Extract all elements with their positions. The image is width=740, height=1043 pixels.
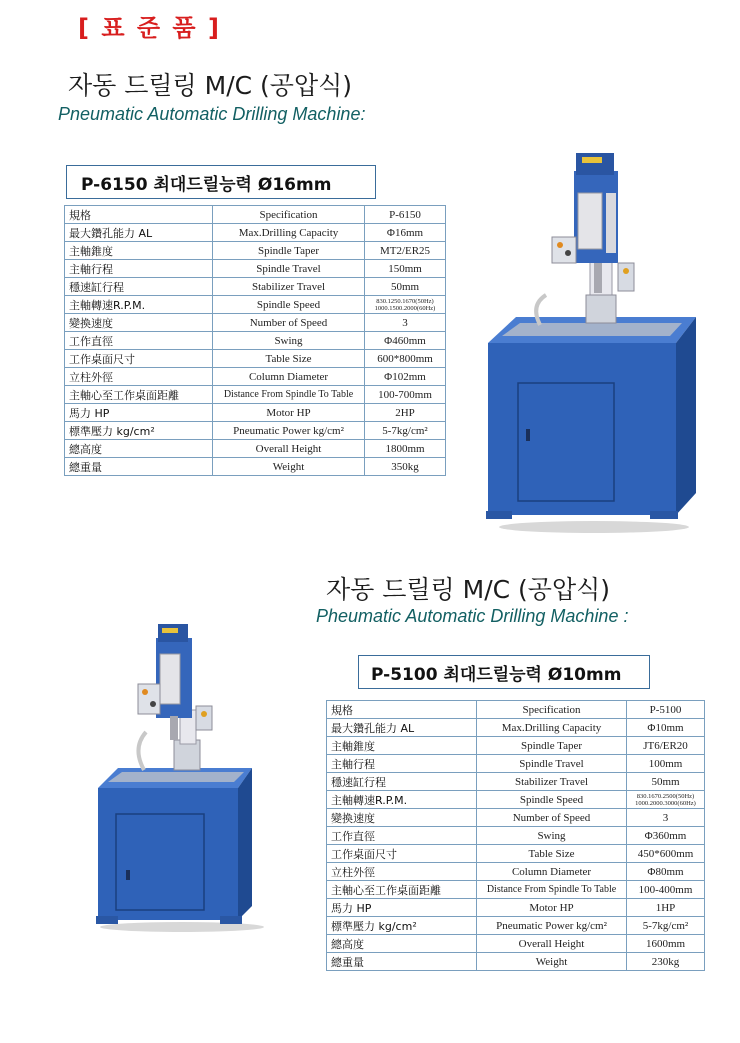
section-1-title-english: Pneumatic Automatic Drilling Machine: (58, 104, 366, 124)
spec-value: 230kg (627, 953, 705, 971)
spec-row (65, 314, 446, 332)
spec-row (327, 737, 705, 755)
spec-row (327, 881, 705, 899)
spec-label-chinese: 主軸轉速R.P.M. (65, 296, 213, 314)
spec-row (65, 422, 446, 440)
spec-label-chinese: 立柱外徑 (65, 368, 213, 386)
spec-label-chinese: 工作桌面尺寸 (327, 845, 477, 863)
spec-label-english: Stabilizer Travel (477, 773, 627, 791)
spec-row (65, 350, 446, 368)
section-1-title-korean: 자동 드릴링 M/C (공압식) (68, 71, 352, 100)
spec-value: 350kg (365, 458, 446, 476)
spec-row (327, 953, 705, 971)
spec-value: 100mm (627, 755, 705, 773)
spec-row (65, 332, 446, 350)
spec-row (327, 791, 705, 809)
spec-label-chinese: 主軸轉速R.P.M. (327, 791, 477, 809)
spec-label-chinese: 主軸心至工作桌面距離 (327, 881, 477, 899)
spec-label-chinese: 穩速缸行程 (65, 278, 213, 296)
spec-label-english: Table Size (477, 845, 627, 863)
spec-row (65, 242, 446, 260)
spec-value: Φ10mm (627, 719, 705, 737)
spec-label-chinese: 變換速度 (65, 314, 213, 332)
spec-value: 1HP (627, 899, 705, 917)
spec-label-chinese: 標準壓力 kg/cm² (327, 917, 477, 935)
drilling-machine-p5100-image (92, 620, 272, 935)
spec-row (327, 719, 705, 737)
spec-value: 50mm (627, 773, 705, 791)
spec-label-english: Spindle Taper (213, 242, 365, 260)
spec-row (327, 899, 705, 917)
spec-row (327, 935, 705, 953)
spec-label-english: Column Diameter (477, 863, 627, 881)
section-2-title-english: Pheumatic Automatic Drilling Machine : (316, 606, 629, 626)
drilling-machine-p6150-image (482, 145, 702, 535)
spec-label-chinese: 標準壓力 kg/cm² (65, 422, 213, 440)
spec-row (65, 386, 446, 404)
spec-value: 830.1670.2500(50Hz) 1000.2000.3000(60Hz) (627, 791, 705, 809)
spec-row (65, 440, 446, 458)
spec-label-chinese: 主軸錐度 (65, 242, 213, 260)
spec-label-english: Spindle Taper (477, 737, 627, 755)
spec-value: P-5100 (627, 701, 705, 719)
spec-label-chinese: 總高度 (65, 440, 213, 458)
section-2-spec-table (326, 700, 705, 971)
spec-label-chinese: 規格 (327, 701, 477, 719)
spec-label-english: Max.Drilling Capacity (213, 224, 365, 242)
spec-value: 50mm (365, 278, 446, 296)
standard-product-tag: [ 표 준 품 ] (78, 14, 221, 42)
spec-value: 600*800mm (365, 350, 446, 368)
spec-value: JT6/ER20 (627, 737, 705, 755)
section-1-model-label: P-6150 최대드릴능력 Ø16mm (66, 165, 376, 199)
spec-label-chinese: 工作桌面尺寸 (65, 350, 213, 368)
spec-row (65, 206, 446, 224)
spec-label-chinese: 最大鑽孔能力 AL (65, 224, 213, 242)
spec-label-english: Motor HP (213, 404, 365, 422)
spec-label-chinese: 總重量 (65, 458, 213, 476)
spec-label-chinese: 穩速缸行程 (327, 773, 477, 791)
spec-label-english: Spindle Speed (213, 296, 365, 314)
spec-value: 450*600mm (627, 845, 705, 863)
spec-row (327, 827, 705, 845)
spec-label-english: Specification (477, 701, 627, 719)
spec-label-chinese: 主軸行程 (65, 260, 213, 278)
spec-label-english: Spindle Travel (213, 260, 365, 278)
spec-label-english: Number of Speed (213, 314, 365, 332)
spec-value: 100-700mm (365, 386, 446, 404)
spec-label-english: Spindle Travel (477, 755, 627, 773)
spec-row (65, 404, 446, 422)
spec-row (65, 368, 446, 386)
spec-label-chinese: 馬力 HP (65, 404, 213, 422)
spec-row (327, 773, 705, 791)
spec-label-english: Overall Height (213, 440, 365, 458)
section-2-title-korean: 자동 드릴링 M/C (공압식) (326, 575, 610, 604)
spec-label-english: Weight (213, 458, 365, 476)
spec-value: 1800mm (365, 440, 446, 458)
spec-label-english: Table Size (213, 350, 365, 368)
spec-row (65, 296, 446, 314)
spec-label-chinese: 總重量 (327, 953, 477, 971)
spec-row (327, 809, 705, 827)
spec-value: 150mm (365, 260, 446, 278)
spec-label-chinese: 工作直徑 (65, 332, 213, 350)
spec-label-chinese: 工作直徑 (327, 827, 477, 845)
spec-value: Φ360mm (627, 827, 705, 845)
spec-label-english: Swing (213, 332, 365, 350)
spec-label-english: Max.Drilling Capacity (477, 719, 627, 737)
spec-value: Φ102mm (365, 368, 446, 386)
spec-label-english: Spindle Speed (477, 791, 627, 809)
spec-value: Φ460mm (365, 332, 446, 350)
spec-row (65, 224, 446, 242)
spec-value: 830.1250.1670(50Hz) 1000.1500.2000(60Hz) (365, 296, 446, 314)
spec-label-english: Stabilizer Travel (213, 278, 365, 296)
spec-label-chinese: 規格 (65, 206, 213, 224)
spec-value: 2HP (365, 404, 446, 422)
spec-label-chinese: 主軸心至工作桌面距離 (65, 386, 213, 404)
spec-row (327, 755, 705, 773)
spec-label-english: Specification (213, 206, 365, 224)
spec-row (327, 863, 705, 881)
spec-row (327, 845, 705, 863)
spec-label-chinese: 主軸行程 (327, 755, 477, 773)
spec-value: 5-7kg/cm² (627, 917, 705, 935)
spec-label-english: Distance From Spindle To Table (213, 386, 365, 404)
spec-label-chinese: 最大鑽孔能力 AL (327, 719, 477, 737)
spec-label-chinese: 馬力 HP (327, 899, 477, 917)
spec-value: 3 (365, 314, 446, 332)
spec-value: Φ16mm (365, 224, 446, 242)
spec-row (65, 260, 446, 278)
spec-value: 100-400mm (627, 881, 705, 899)
spec-label-english: Overall Height (477, 935, 627, 953)
spec-row (327, 701, 705, 719)
spec-value: Φ80mm (627, 863, 705, 881)
spec-label-chinese: 變換速度 (327, 809, 477, 827)
spec-value: MT2/ER25 (365, 242, 446, 260)
spec-value: P-6150 (365, 206, 446, 224)
spec-label-english: Column Diameter (213, 368, 365, 386)
spec-label-chinese: 主軸錐度 (327, 737, 477, 755)
spec-row (65, 458, 446, 476)
spec-label-english: Motor HP (477, 899, 627, 917)
spec-value: 3 (627, 809, 705, 827)
spec-label-english: Weight (477, 953, 627, 971)
section-2-model-label: P-5100 최대드릴능력 Ø10mm (358, 655, 650, 689)
section-1-spec-table (64, 205, 446, 476)
spec-label-english: Swing (477, 827, 627, 845)
spec-label-english: Pneumatic Power kg/cm² (477, 917, 627, 935)
spec-row (65, 278, 446, 296)
spec-value: 1600mm (627, 935, 705, 953)
spec-row (327, 917, 705, 935)
spec-label-english: Number of Speed (477, 809, 627, 827)
spec-label-chinese: 立柱外徑 (327, 863, 477, 881)
spec-value: 5-7kg/cm² (365, 422, 446, 440)
spec-label-english: Pneumatic Power kg/cm² (213, 422, 365, 440)
spec-label-english: Distance From Spindle To Table (477, 881, 627, 899)
spec-label-chinese: 總高度 (327, 935, 477, 953)
